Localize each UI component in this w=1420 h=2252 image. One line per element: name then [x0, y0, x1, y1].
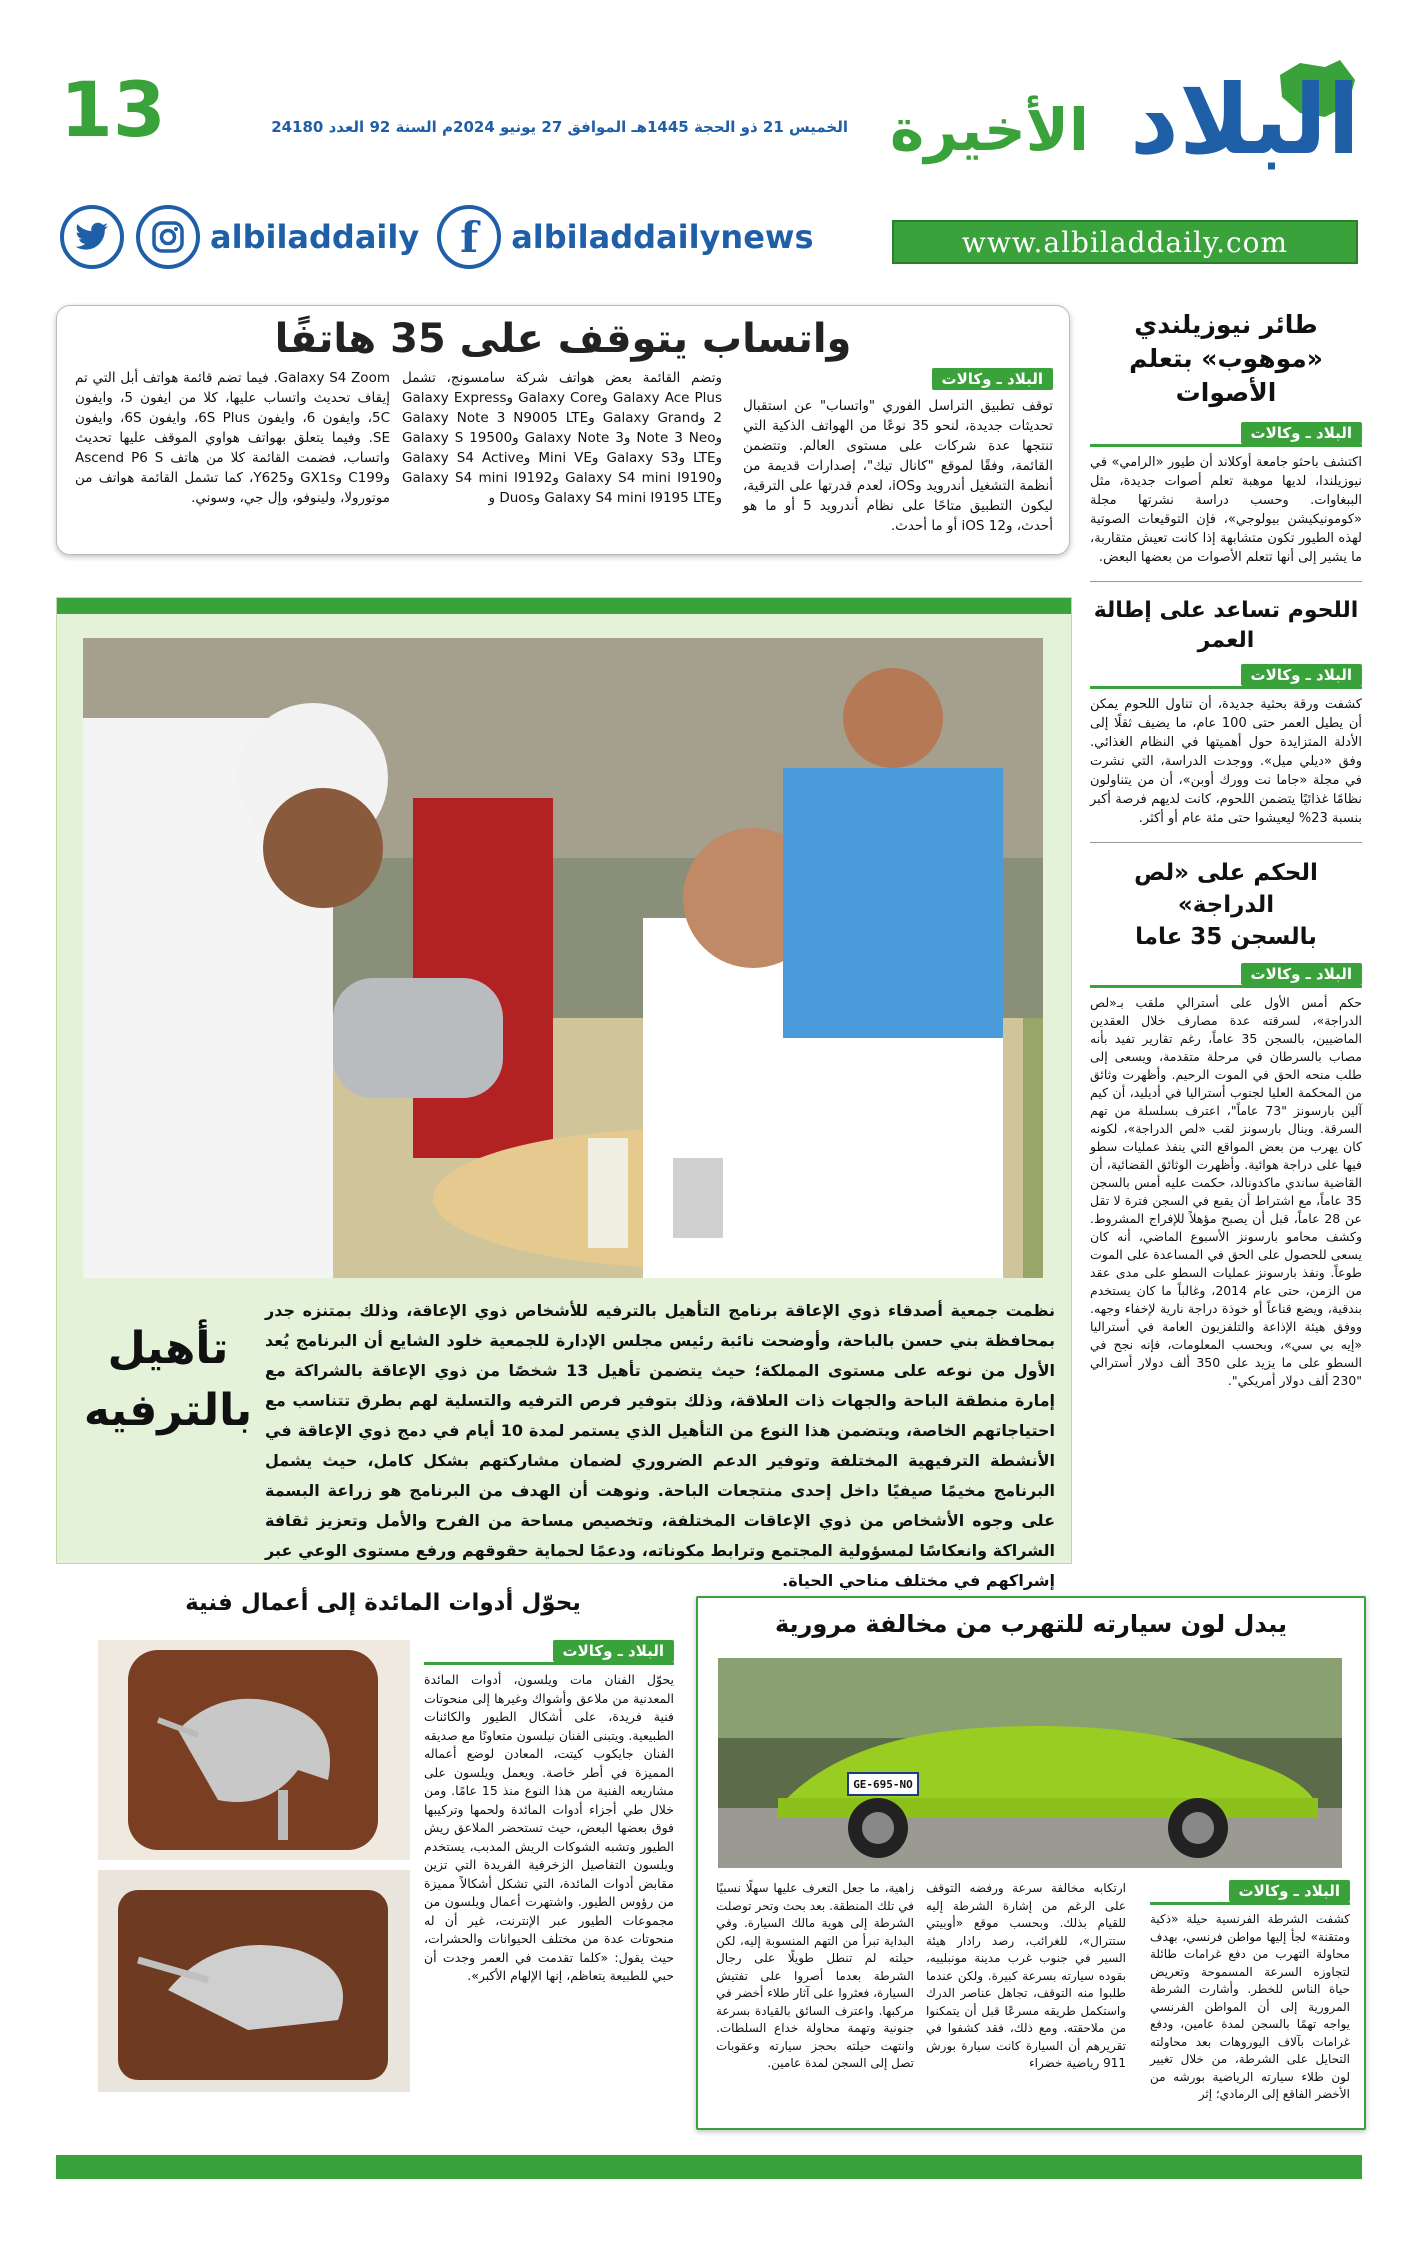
car-tag-row [1150, 1880, 1350, 1905]
main-story-title-line2: بالترفيه [83, 1385, 253, 1436]
car-col3: زاهية، ما جعل التعرف عليها سهلًا نسبيًا في تلك المنطقة. بعد بحث وتحر توصلت الشرطة إلى هوية مالك السيارة. وفي البداية تبرأ من التهم المنسوبة إليه، لكن حيلته لم تنطل طويلًا على رجال الشرطة بعدما أصروا على تفتيش السيارة، فعثروا على آثار طلاء أخضر في مركبها. واعترف السائق بالقيادة بسرعة جنونية وتهمة محاولة خداع السلطات. وانتهت حيلته بحجز سيارته وعقوبات تصل إلى السجن لمدة عامين. [716, 1881, 914, 2070]
side1-tag-row [1090, 422, 1362, 447]
logo-sub-text: الأخيرة [890, 96, 1089, 164]
facebook-icon[interactable]: f [437, 205, 501, 269]
date-line: الخميس 21 ذو الحجة 1445هـ الموافق 27 يونيو 2024م السنة 92 العدد 24180 [271, 118, 848, 136]
side2-body: كشفت ورقة بحثية جديدة، أن تناول اللحوم يمكن أن يطيل العمر حتى 100 عام، ما يضيف ثقلًا إلى الأدلة المتزايدة حول أهميتها في النظام الغذائي. وفق «ديلي ميل». ووجدت الدراسة، التي نشرت في مجلة «جاما نت وورك أوبن»، أن من يتناولون نظامًا غذائيًا يتضمن اللحوم، كانت لديهم فرصة أكبر بنسبة 23% ليعيشوا حتى مئة عام أو أكثر. [1090, 697, 1362, 826]
side1-body: اكتشف باحثو جامعة أوكلاند أن طيور «الرامي» في نيوزيلندا، لديها موهبة تعلم أصوات جديدة، مثل الببغاوات. وحسب دراسة نشرتها مجلة «كومونيكيشن بيولوجي»، فإن التوقيعات الصوتية لهذه الطيور تكون متشابهة إذا كانت تعيش متقاربة، ما يشير إلى أنها تتعلم الأصوات من بعضها البعض. [1090, 455, 1362, 565]
car-col2: ارتكابه مخالفة سرعة ورفضه التوقف على الرغم من إشارة الشرطة إليه للقيام بذلك. وبحسب موقع «أوبيتي ستترال»، للغرائب، رصد رادار هيئة السير في جنوب غرب مدينة مونبلييه، بقوده سيارته بسرعة كبيرة. ولكن عندما طلبوا منه التوقف، تجاهل عناصر الدرك واستكمل طريقه مسرعًا قبل أن يتمكنوا من ملاحقته. ومع ذلك، فقد كشفوا في تقريرهم أن السيارة كانت سيارة بورش 911 رياضية خضراء [926, 1881, 1126, 2070]
car-plate: GE-695-NO [853, 1778, 913, 1791]
art-photo-2-art [98, 1870, 410, 2092]
car-tag: البلاد ـ وكالات [1229, 1880, 1350, 1902]
car-article [696, 1596, 1366, 2130]
side3-title-line2: بالسجن 35 عاما [1135, 924, 1317, 950]
whatsapp-col3: Galaxy S4 Zoom. فيما تضم قائمة هواتف أبل التي تم إيقاف تحديث واتساب عليها، كلا من ايفون 5، وايفون 5C، وايفون 6، وايفون 6S Plus، وايفون 6S، وايفون SE. وفيما يتعلق بهواتف هواوي الموقف عليها تحديث واتساب، فضمت القائمة كلا من هاتف Ascend P6 S وC199 وGX1s وY625، كما تشمل القائمة هواتف من موتورولا، ولينوفو، وإل جي، وسوني. [75, 370, 391, 506]
whatsapp-tag: البلاد ـ وكالات [932, 368, 1053, 390]
art-article [90, 1590, 676, 2130]
car-col1: كشفت الشرطة الفرنسية حيلة «ذكية ومتقنة» لجأ إليها مواطن فرنسي، بهدف محاولة التهرب من دفع غرامات طائلة لتجاوزه السرعة المسموحة وتعريض حياة الناس للخطر. وأشارت الشرطة المرورية إلى أن المواطن الفرنسي يواجه تهمًا بالسجن لمدة عامين، ودفع غرامات بآلاف اليوروهات بعد محاولته التحايل على الشرطة، من خلال تغيير لون طلاء سيارته الرياضية بورشه من الأخضر الفاقع إلى الرمادي؛ إثر [1150, 1912, 1350, 2101]
website-bar[interactable] [892, 220, 1358, 264]
whatsapp-title: واتساب يتوقف على 35 هاتفًا [274, 316, 852, 362]
side3-tag: البلاد ـ وكالات [1241, 963, 1362, 985]
car-title: يبدل لون سيارته للتهرب من مخالفة مرورية [774, 1610, 1287, 1638]
social-handle-2[interactable]: albiladdailynews [511, 218, 814, 256]
main-story-photo [83, 638, 1043, 1278]
art-photo-2 [98, 1870, 410, 2092]
whatsapp-col1: توقف تطبيق التراسل الفوري "واتساب" عن استقبال تحديثات جديدة، لنحو 35 نوعًا من الهواتف الذكية التي تنتجها عدة شركات على مستوى العالم. وتتضمن القائمة، وفقًا لموقع "كانال تيك"، إصدارات قديمة من أنظمة التشغيل أندرويد وiOS، لعدم قدرتها على الترقية، ليكون التطبيق متاحًا على نظام أندرويد 5 أو ما هو أحدث، وiOS 12 أو ما أحدث. [743, 398, 1053, 534]
masthead-logo [890, 55, 1360, 185]
side2-title: اللحوم تساعد على إطالة العمر [1093, 598, 1359, 653]
main-story-top-bar [57, 598, 1071, 614]
sidebar [1090, 300, 1362, 1565]
art-tag-row [424, 1640, 674, 1665]
side3-title-line1: الحكم على «لص الدراجة» [1134, 860, 1318, 918]
art-tag: البلاد ـ وكالات [553, 1640, 674, 1662]
page-number: 13 [60, 65, 166, 154]
main-story-body: نظمت جمعية أصدقاء ذوي الإعاقة برنامج التأهيل بالترفيه للأشخاص ذوي الإعاقة، وذلك بمتنزه جدر بمحافظة بني حسن بالباحة، وأوضحت نائبة رئيس مجلس الإدارة للجمعية خلود الشايع أن البرنامج يُعد الأول من نوعه على مستوى المملكة؛ حيث يتضمن تأهيل 13 شخصًا من ذوي الإعاقة بالشراكة مع إمارة منطقة الباحة والجهات ذات العلاقة، وذلك بتوفير فرص الترفيه والتسلية لهم بطرق تتناسب مع احتياجاتهم الخاصة، ويتضمن هذا النوع من التأهيل الذي يستمر لمدة 10 أيام في دمج ذوي الإعاقة في الأنشطة الترفيهية المختلفة وتوفير الدعم الضروري لضمان مشاركتهم بشكل كامل، حيث يشمل البرنامج مخيمًا صيفيًا داخل إحدى منتجعات الباحة. ونوهت أن الهدف من البرنامج هو زراعة البسمة على وجوه الأشخاص من ذوي الإعاقات المختلفة، وتخصيص مساحة من الفرح والأمل وتعزيز ثقافة الشراكة وانعكاسًا لمسؤولية المجتمع وترابط مكوناته، ودعمًا لحماية حقوقهم ورفع مستوى الوعي عبر إشراكهم في مختلف مناحي الحياة. [265, 1301, 1056, 1590]
side-divider-1 [1090, 581, 1362, 582]
side2-tag-row [1090, 664, 1362, 689]
whatsapp-article [56, 305, 1070, 555]
side1-tag: البلاد ـ وكالات [1241, 422, 1362, 444]
whatsapp-col2: وتضم القائمة بعض هواتف شركة سامسونج، تشمل Galaxy Ace Plus وGalaxy Core وGalaxy Express 2 وGalaxy Grand وGalaxy Note 3 N9005 LTE وNote 3 Neo وGalaxy Note 3 وGalaxy S 19500 وLTE وGalaxy S3 وMini VE وGalaxy S4 Active وGalaxy S4 mini I9190 وGalaxy S4 mini I9192 وGalaxy S4 mini I9195 LTE وDuos و [402, 370, 723, 506]
main-story-title-line1: تأهيل [107, 1323, 229, 1374]
art-photo-1-art [98, 1640, 410, 1860]
art-title: يحوّل أدوات المائدة إلى أعمال فنية [185, 1590, 581, 1616]
instagram-icon[interactable] [136, 205, 200, 269]
bottom-bar [56, 2155, 1362, 2179]
art-photo-1 [98, 1640, 410, 1860]
side1-title-line1: طائر نيوزيلندي [1134, 310, 1318, 339]
whatsapp-tag-row [743, 368, 1053, 390]
side3-tag-row [1090, 963, 1362, 988]
side1-title [1090, 308, 1362, 410]
side-divider-2 [1090, 842, 1362, 843]
side3-title [1090, 857, 1362, 953]
car-photo-art [718, 1658, 1342, 1868]
car-photo [718, 1658, 1342, 1868]
side1-title-line2: «موهوب» بتعلم الأصوات [1129, 344, 1323, 407]
main-story-photo-art [83, 638, 1043, 1278]
social-handle-1[interactable]: albiladdaily [210, 218, 420, 256]
side2-tag: البلاد ـ وكالات [1241, 664, 1362, 686]
website-url[interactable]: www.albiladdaily.com [961, 225, 1289, 259]
twitter-icon[interactable] [60, 205, 124, 269]
logo-main-text: البلاد [1129, 64, 1360, 176]
art-body: يحوّل الفنان مات ويلسون، أدوات المائدة المعدنية من ملاعق وأشواك وغيرها إلى منحوتات فنية فريدة، على أشكال الطيور والكائنات الطبيعية. ويتبنى الفنان نيلسون متعاونًا مع صديقه الفنان جايكوب كيتت، المعادن لوضع أعماله المميزة في أطر خاصة. ويعمل ويلسون على مشاريعه الفنية من هذا النوع منذ 15 عامًا. ومن خلال طي أجزاء أدوات المائدة ولحمها وتركيبها فوق بعضها البعض، حيث تستحضر الملاعق ريش الطيور وتشبه الشوكات الريش المدبب، يستخدم ويلسون التفاصيل الزخرفية الفريدة التي تزين مقابض أدوات المائدة، التي تشكل أشكالاً مميزة من رؤوس الطيور. واشتهرت أعمال ويلسون من مجموعات الطيور عبر الإنترنت، غير أن له منحوتات عدة من مختلف الحيوانات والحشرات، حيث يقول: «كلما تقدمت في العمر وجدت أن حبي للطبيعة يتعاظم، إنها الإلهام الأكبر». [424, 1672, 674, 1983]
social-bar [60, 202, 820, 272]
main-story [56, 597, 1072, 1590]
side3-body: حكم أمس الأول على أسترالي ملقب بـ«لص الدراجة»، لسرقته عدة مصارف خلال العقدين الماضيين، بالسجن 35 عاماً، رغم تقارير تفيد بأنه مصاب بالسرطان في مرحلة متقدمة، ويسعى إلى طلب منحه الحق في الموت الرحيم. وأظهرت وثائق من المحكمة العليا لجنوب أستراليا في أديليد، أن كيم آلين بارسونز "73 عاماً"، اعترف بسلسلة من تهم السرقة. وينال بارسونز لقب «لص الدراجة»، لكونه كان يهرب من بعض المواقع التي ينفذ عمليات سطو فيها على دراجة هوائية. وأظهرت الوثائق القضائية، أن القاضية ساندي ماكدونالد، حكمت عليه أمس بالسجن 35 عاماً، مع اشتراط أن يقبع في السجن فترة لا تقل عن 28 عاماً، قبل أن يصبح مؤهلاً للإفراج المشروط. وكشف محامو بارسونز الأسبوع الماضي، أنه كان يسعى للحصول على الحق في المساعدة على الموت طوعاً. ونفذ بارسونز عمليات السطو على مدى عقد من الزمن، حتى عام 2014، وغالباً ما كان يستخدم بندقية، ويضع قناعاً أو خوذة دراجة نارية لإخفاء وجهه. ووفق هيئة الإذاعة والتلفزيون العامة في أستراليا «إيه بي سي»، وبحسب المعلومات، فإنه نجح في السطو على ما يزيد على 350 ألف دولار أسترالي "230 ألف دولار أمريكي". [1090, 995, 1363, 1388]
main-story-title [83, 1318, 253, 1442]
